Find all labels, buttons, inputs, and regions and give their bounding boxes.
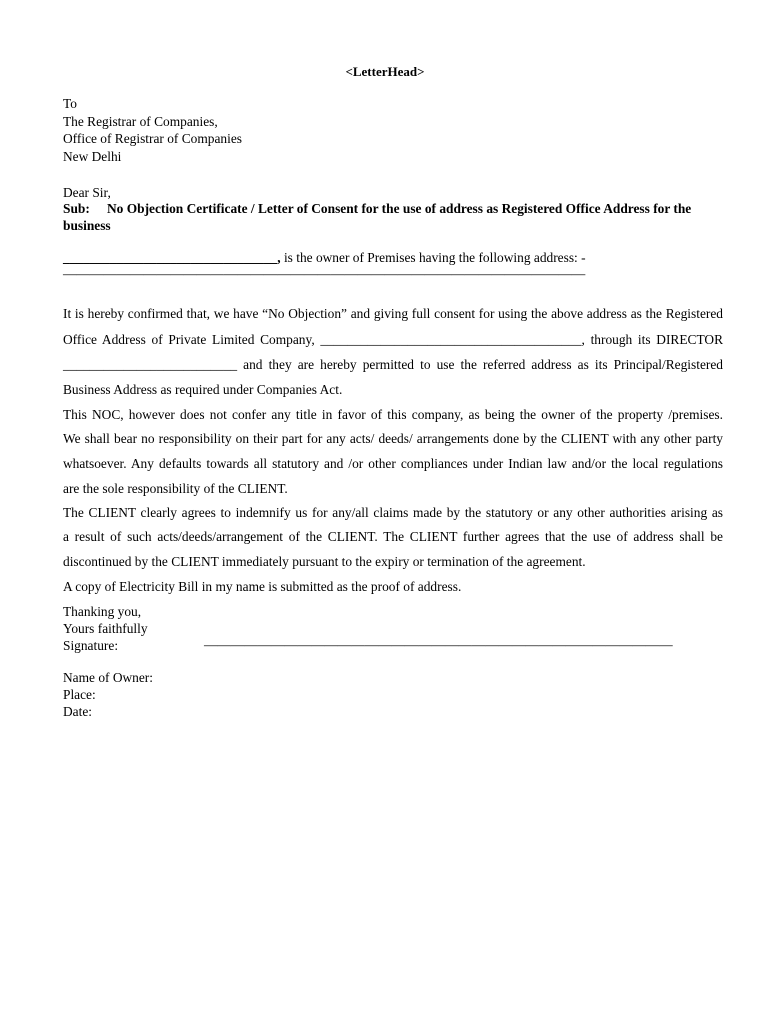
closing-block [63, 603, 148, 654]
address-line-3: New Delhi [63, 149, 122, 165]
closing-yours: Yours faithfully [63, 621, 148, 636]
company-name-blank: _______________________________________, [320, 332, 585, 347]
body-p3-line-2: a result of such acts/deeds/arrangement of the CLIENT. The CLIENT further agrees that the use of address shall be [63, 529, 723, 544]
body-p1-line-3: __________________________ and they are hereby permitted to use the referred address as its Principal/Registered [63, 357, 723, 372]
body-p2-line-2: We shall bear no responsibility on their part for any acts/ deeds/ arrangements done by the CLIENT with any other party [63, 431, 723, 446]
address-line-1: The Registrar of Companies, [63, 113, 218, 129]
owner-date-label: Date: [63, 704, 92, 719]
body-p1-line-2 [63, 332, 723, 348]
owner-details [63, 669, 153, 720]
director-label: through its DIRECTOR [584, 332, 724, 347]
recipient-address [63, 95, 242, 166]
signature-label: Signature: [63, 638, 119, 653]
body-p2-line-3: whatsoever. Any defaults towards all statutory and /or other compliances under Indian law and/or the local regulations [63, 456, 723, 471]
closing-thanks: Thanking you, [63, 604, 142, 619]
address-line-2: Office of Registrar of Companies [63, 131, 242, 147]
body-p3-line-3: discontinued by the CLIENT immediately pursuant to the expiry or termination of the agreement. [63, 554, 586, 569]
owner-statement [63, 250, 586, 266]
body-p3-line-1: The CLIENT clearly agrees to indemnify us for any/all claims made by the statutory or any other authorities arising as [63, 505, 723, 520]
signature-blank: ——————————————————————————————————— [204, 637, 673, 652]
body-p1-line-1: It is hereby confirmed that, we have “No Objection” and giving full consent for using the above address as the Registered [63, 306, 723, 321]
owner-name-blank: ________________________________, [63, 250, 281, 265]
body-p2-line-4: are the sole responsibility of the CLIENT. [63, 481, 288, 496]
owner-place-label: Place: [63, 687, 96, 702]
subject-label: Sub: [63, 201, 90, 216]
body-p2-line-1: This NOC, however does not confer any title in favor of this company, as being the owner of the property /premises. [63, 407, 723, 422]
address-to: To [63, 96, 77, 111]
premises-address-blank: ——————————————————————————————————————— [63, 266, 586, 281]
owner-statement-text: is the owner of Premises having the following address: - [280, 250, 586, 265]
owner-name-label: Name of Owner: [63, 670, 153, 685]
company-label: Office Address of Private Limited Company, [63, 332, 321, 347]
letterhead-placeholder: <LetterHead> [345, 64, 425, 79]
subject-text: No Objection Certificate / Letter of Consent for the use of address as Registered Office Address for the business [63, 201, 692, 233]
body-p1-line-4: Business Address as required under Companies Act. [63, 382, 343, 397]
salutation: Dear Sir, [63, 185, 111, 200]
body-p4-line-1: A copy of Electricity Bill in my name is submitted as the proof of address. [63, 579, 462, 594]
subject-line [63, 201, 723, 234]
